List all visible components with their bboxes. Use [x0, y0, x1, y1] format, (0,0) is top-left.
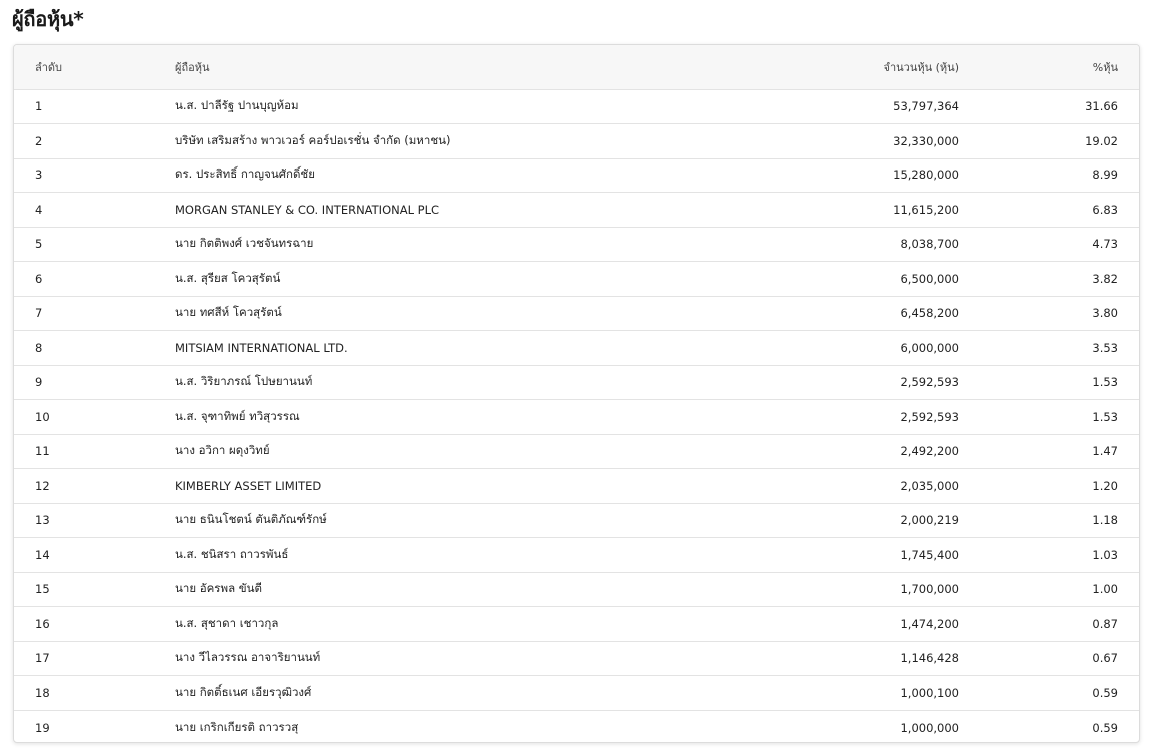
cell-holder-name: MORGAN STANLEY & CO. INTERNATIONAL PLC	[175, 202, 440, 217]
cell-rank: 19	[35, 720, 50, 735]
cell-shares: 6,458,200	[900, 306, 959, 321]
cell-shares: 53,797,364	[893, 99, 959, 114]
table-row	[14, 538, 1139, 573]
cell-percent: 3.53	[1092, 340, 1118, 355]
table-body	[14, 89, 1139, 743]
cell-shares: 11,615,200	[893, 202, 959, 217]
table-row	[14, 89, 1139, 124]
cell-rank: 3	[35, 168, 43, 183]
cell-percent: 0.67	[1092, 651, 1118, 666]
cell-holder-name: น.ส. สุชาดา เชาวกุล	[175, 615, 279, 630]
table-row	[14, 193, 1139, 228]
cell-shares: 1,000,000	[900, 720, 959, 735]
table-row	[14, 503, 1139, 538]
cell-holder-name: MITSIAM INTERNATIONAL LTD.	[175, 340, 348, 355]
cell-holder-name: บริษัท เสริมสร้าง พาวเวอร์ คอร์ปอเรชั่น จำกัด (มหาชน)	[175, 132, 451, 147]
header-holder: ผู้ถือหุ้น	[175, 60, 210, 74]
cell-shares: 15,280,000	[893, 168, 959, 183]
cell-rank: 9	[35, 375, 43, 390]
cell-holder-name: KIMBERLY ASSET LIMITED	[175, 478, 322, 493]
cell-shares: 32,330,000	[893, 133, 959, 148]
table-row	[14, 400, 1139, 435]
cell-percent: 1.00	[1092, 582, 1118, 597]
header-percent: %หุ้น	[1092, 60, 1118, 74]
cell-percent: 19.02	[1085, 133, 1118, 148]
cell-rank: 8	[35, 340, 43, 355]
table-row	[14, 262, 1139, 297]
cell-percent: 31.66	[1085, 99, 1118, 114]
cell-shares: 6,500,000	[900, 271, 959, 286]
cell-percent: 3.82	[1092, 271, 1118, 286]
cell-holder-name: นาย เกริกเกียรติ ถาวรวสุ	[175, 719, 299, 734]
table-row	[14, 676, 1139, 711]
table-row	[14, 710, 1139, 743]
cell-shares: 2,592,593	[900, 409, 959, 424]
cell-percent: 1.53	[1092, 409, 1118, 424]
cell-rank: 1	[35, 99, 43, 114]
table-row	[14, 158, 1139, 193]
cell-holder-name: น.ส. จุฑาทิพย์ ทวิสุวรรณ	[175, 408, 300, 423]
cell-percent: 1.18	[1092, 513, 1118, 528]
cell-holder-name: น.ส. ชนิสรา ถาวรพันธ์	[175, 546, 289, 561]
cell-shares: 1,146,428	[900, 651, 959, 666]
table-header-row	[14, 45, 1139, 89]
shareholders-table-card	[13, 44, 1140, 743]
cell-rank: 2	[35, 133, 43, 148]
cell-shares: 1,700,000	[900, 582, 959, 597]
cell-shares: 8,038,700	[900, 237, 959, 252]
cell-percent: 0.87	[1092, 616, 1118, 631]
cell-percent: 1.20	[1092, 478, 1118, 493]
cell-shares: 1,474,200	[900, 616, 959, 631]
table-row	[14, 331, 1139, 366]
table-row	[14, 641, 1139, 676]
cell-rank: 7	[35, 306, 43, 321]
cell-shares: 1,000,100	[900, 685, 959, 700]
cell-rank: 18	[35, 685, 50, 700]
cell-shares: 1,745,400	[900, 547, 959, 562]
cell-percent: 0.59	[1092, 720, 1118, 735]
cell-shares: 2,492,200	[900, 444, 959, 459]
cell-rank: 13	[35, 513, 50, 528]
cell-holder-name: นาย อัครพล ขันตี	[175, 581, 262, 596]
cell-holder-name: น.ส. ปาลีรัฐ ปานบุญห้อม	[175, 98, 299, 113]
cell-rank: 4	[35, 202, 43, 217]
header-rank: ลำดับ	[35, 60, 63, 74]
cell-percent: 8.99	[1092, 168, 1118, 183]
cell-holder-name: นาย ธนินโชตน์ ตันติภัณฑ์รักษ์	[175, 512, 327, 527]
table-row	[14, 607, 1139, 642]
cell-rank: 17	[35, 651, 50, 666]
cell-percent: 4.73	[1092, 237, 1118, 252]
cell-holder-name: นาง อวิกา ผดุงวิทย์	[175, 443, 270, 458]
page-title: ผู้ถือหุ้น*	[12, 7, 84, 31]
cell-percent: 3.80	[1092, 306, 1118, 321]
table-row	[14, 365, 1139, 400]
cell-percent: 1.03	[1092, 547, 1118, 562]
cell-rank: 11	[35, 444, 50, 459]
cell-rank: 6	[35, 271, 43, 286]
shareholders-table	[14, 45, 1139, 743]
cell-rank: 14	[35, 547, 50, 562]
cell-holder-name: น.ส. สุรียส โควสุรัตน์	[175, 270, 281, 285]
table-row	[14, 434, 1139, 469]
cell-shares: 2,000,219	[900, 513, 959, 528]
cell-shares: 2,035,000	[900, 478, 959, 493]
cell-rank: 15	[35, 582, 50, 597]
table-row	[14, 469, 1139, 504]
cell-percent: 6.83	[1092, 202, 1118, 217]
cell-rank: 12	[35, 478, 50, 493]
cell-shares: 6,000,000	[900, 340, 959, 355]
cell-rank: 10	[35, 409, 50, 424]
table-row	[14, 124, 1139, 159]
cell-percent: 0.59	[1092, 685, 1118, 700]
table-row	[14, 572, 1139, 607]
table-row	[14, 296, 1139, 331]
cell-holder-name: นาย ทศสีห์ โควสุรัตน์	[175, 305, 282, 320]
cell-rank: 5	[35, 237, 43, 252]
cell-holder-name: ดร. ประสิทธิ์ กาญจนศักดิ์ชัย	[175, 167, 315, 182]
table-row	[14, 227, 1139, 262]
header-shares: จำนวนหุ้น (หุ้น)	[883, 60, 959, 74]
cell-holder-name: นาย กิตติ์ธเนศ เอียรวุฒิวงศ์	[175, 684, 312, 699]
cell-rank: 16	[35, 616, 50, 631]
cell-holder-name: นาง วีไลวรรณ อาจาริยานนท์	[175, 650, 321, 665]
cell-holder-name: นาย กิตติพงศ์ เวชจันทรฉาย	[175, 236, 314, 251]
cell-percent: 1.47	[1092, 444, 1118, 459]
cell-holder-name: น.ส. วิริยาภรณ์ โปษยานนท์	[175, 374, 313, 389]
cell-shares: 2,592,593	[900, 375, 959, 390]
cell-percent: 1.53	[1092, 375, 1118, 390]
